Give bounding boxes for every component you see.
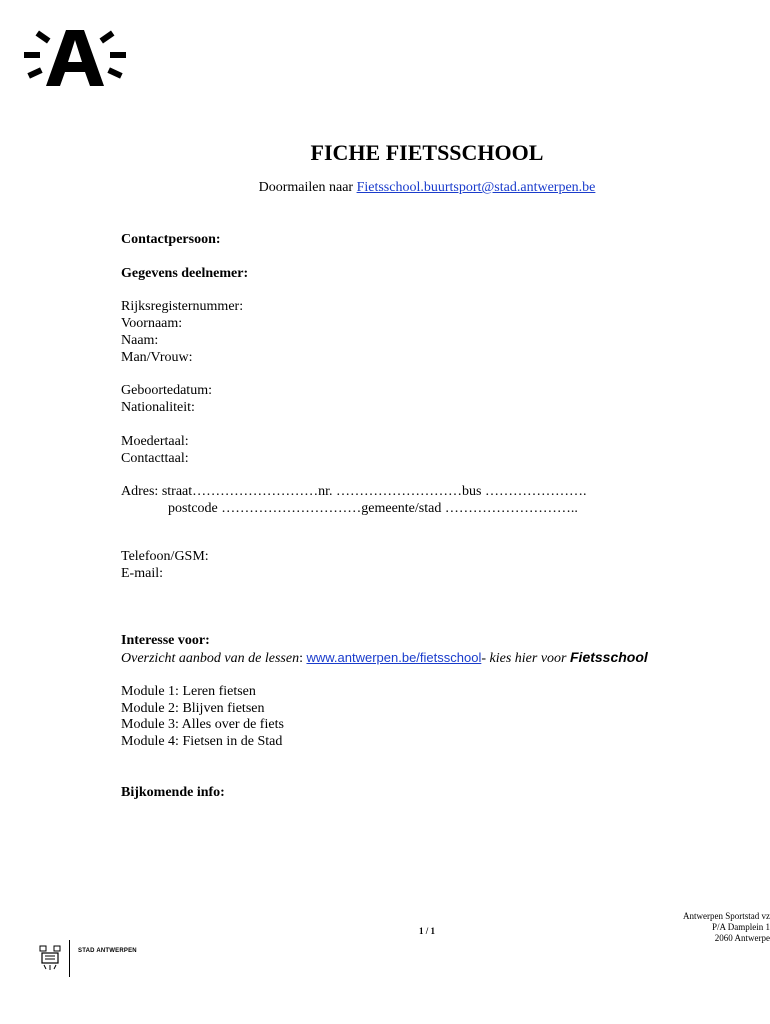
field-moedertaal: Moedertaal: xyxy=(121,434,189,449)
module-2: Module 2: Blijven fietsen xyxy=(121,701,265,716)
mail-instruction xyxy=(0,180,770,196)
email-link[interactable]: Fietsschool.buurtsport@stad.antwerpen.be xyxy=(356,180,596,195)
interest-heading: Interesse voor: xyxy=(121,633,210,648)
antwerpen-a-logo xyxy=(22,24,130,90)
footer-divider xyxy=(69,940,70,977)
field-rijksregisternummer: Rijksregisternummer: xyxy=(121,299,244,314)
field-naam: Naam: xyxy=(121,333,159,348)
page-number: 1 / 1 xyxy=(419,926,436,936)
contact-heading: Contactpersoon: xyxy=(121,232,221,247)
city-seal-icon xyxy=(38,944,62,972)
field-contacttaal: Contacttaal: xyxy=(121,451,189,466)
field-email: E-mail: xyxy=(121,566,163,581)
overview-bold: Fietsschool xyxy=(570,649,648,665)
mail-prefix: Doormailen naar xyxy=(258,180,357,195)
module-3: Module 3: Alles over de fiets xyxy=(121,717,284,732)
footer-org-line: Antwerpen Sportstad vz xyxy=(683,911,770,921)
field-voornaam: Voornaam: xyxy=(121,316,183,331)
field-telefoon: Telefoon/GSM: xyxy=(121,549,209,564)
overview-prefix: Overzicht aanbod van de lessen xyxy=(121,651,300,666)
city-label: STAD ANTWERPEN xyxy=(78,948,137,954)
overview-line xyxy=(121,649,648,667)
footer-address xyxy=(640,911,770,944)
field-geboortedatum: Geboortedatum: xyxy=(121,383,212,398)
fietsschool-link[interactable]: www.antwerpen.be/fietsschool xyxy=(306,650,482,665)
extra-info-heading: Bijkomende info: xyxy=(121,785,225,800)
footer-org-line: P/A Damplein 1 xyxy=(712,922,770,932)
module-1: Module 1: Leren fietsen xyxy=(121,684,256,699)
address-line-2: postcode …………………………gemeente/stad ……………………….. xyxy=(168,501,578,516)
field-gender: Man/Vrouw: xyxy=(121,350,193,365)
address-line-1: Adres: straat………………………nr. ………………………bus …………………. xyxy=(121,484,587,499)
field-nationaliteit: Nationaliteit: xyxy=(121,400,195,415)
module-4: Module 4: Fietsen in de Stad xyxy=(121,734,283,749)
participant-heading: Gegevens deelnemer: xyxy=(121,266,249,281)
overview-suffix: - kies hier voor xyxy=(481,651,570,666)
document-title: FICHE FIETSSCHOOL xyxy=(310,140,544,165)
overview-colon: : xyxy=(299,651,307,666)
footer-org-line: 2060 Antwerpe xyxy=(714,933,770,943)
